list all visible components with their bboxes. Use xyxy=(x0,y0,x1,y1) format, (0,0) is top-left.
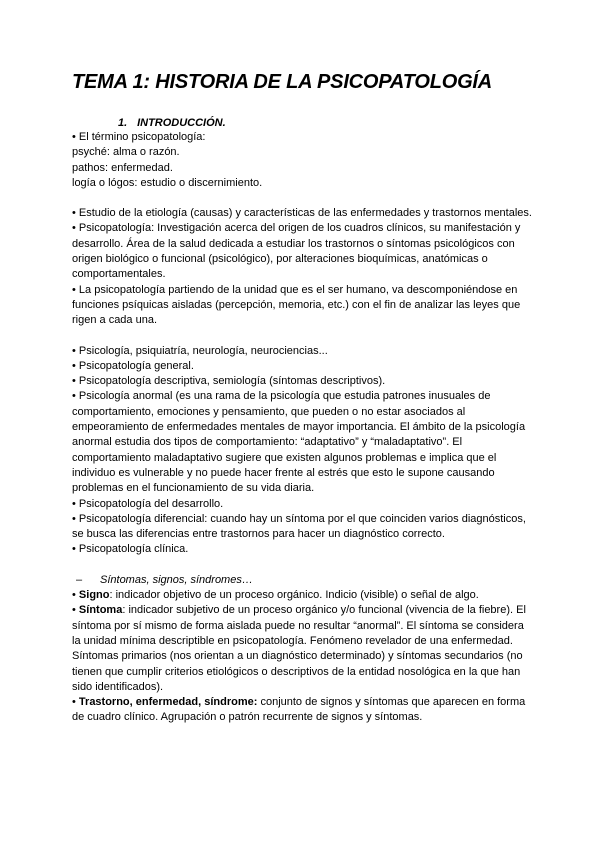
paragraph: • La psicopatología partiendo de la unidad que es el ser humano, va descomponiéndose en funciones psíquicas aisladas (percepción, memoria, etc.) con el fin de analizar las leyes que rigen a cada una. xyxy=(72,283,521,327)
subsection-label: Síntomas, signos, síndromes… xyxy=(100,573,253,586)
paragraph: pathos: enfermedad. xyxy=(72,161,173,174)
paragraph: • Psicopatología del desarrollo. xyxy=(72,497,224,510)
definition-text: : indicador objetivo de un proceso orgánico. Indicio (visible) o señal de algo. xyxy=(109,589,479,602)
paragraph: • Psicopatología diferencial: cuando hay un síntoma por el que coinciden varios diagnósticos, se busca las diferencias entre trastornos para hacer un diagnóstico correcto. xyxy=(72,512,526,541)
bullet: • xyxy=(72,589,79,602)
definition-item xyxy=(72,695,532,726)
definition-item xyxy=(72,603,532,695)
paragraph: • Psicopatología general. xyxy=(72,359,194,372)
definitions-list xyxy=(72,588,532,726)
document-page xyxy=(72,70,532,726)
branches-block xyxy=(72,344,532,558)
section-label: INTRODUCCIÓN. xyxy=(137,117,226,129)
paragraph: • Psicopatología descriptiva, semiología (síntomas descriptivos). xyxy=(72,375,386,388)
definition-item xyxy=(72,588,532,603)
paragraph: • Psicopatología: Investigación acerca del origen de los cuadros clínicos, su manifestación y desarrollo. Área de la salud dedicada a estudiar los trastornos o síntomas psicológicos con origen biológico o funcional (psicológico), por alteraciones bioquímicas, anatómicas o comportamentales. xyxy=(72,222,521,281)
paragraph: • El término psicopatología: xyxy=(72,131,206,143)
definition-text: conjunto de signos y síntomas que aparecen en forma de cuadro clínico. Agrupación o patrón recurrente de signos y síntomas. xyxy=(72,696,526,724)
spacer xyxy=(72,191,532,206)
definition-term: Trastorno, enfermedad, síndrome: xyxy=(78,696,258,709)
document-title: TEMA 1: HISTORIA DE LA PSICOPATOLOGÍA xyxy=(72,71,493,93)
section-number: 1. xyxy=(118,117,128,129)
paragraph: logía o lógos: estudio o discernimiento. xyxy=(72,176,263,189)
spacer xyxy=(72,329,532,344)
definition-block xyxy=(72,206,532,328)
section-heading xyxy=(118,116,532,130)
spacer xyxy=(72,558,532,573)
bullet: • xyxy=(72,604,79,617)
paragraph: psyché: alma o razón. xyxy=(72,146,180,159)
subsection-heading xyxy=(76,573,532,588)
bullet: • xyxy=(72,696,79,709)
definition-term: Síntoma xyxy=(78,604,123,617)
paragraph: • Psicología anormal (es una rama de la psicología que estudia patrones inusuales de comportamiento, emociones y pensamiento, que pueden o no estar asociados al empeoramiento de enfermedades mentales de mayor importancia. El ámbito de la psicología anormal estudia dos tipos de comportamiento: “adaptativo” y “maladaptativo”. El comportamiento maladaptativo sugiere que existen algunos problemas e implica que el individuo es vulnerable y no puede hacer frente al estrés que esto le supone causando problemas en el funcionamiento de su vida diaria. xyxy=(72,390,526,495)
paragraph: • Psicología, psiquiatría, neurología, neurociencias... xyxy=(72,344,328,357)
dash-marker: – xyxy=(76,573,83,586)
definition-term: Signo xyxy=(78,589,110,602)
definition-text: : indicador subjetivo de un proceso orgánico y/o funcional (vivencia de la fiebre). El síntoma por sí mismo de forma aislada puede no resultar “anormal”. El síntoma se considera la unidad mínima descriptible en psicopatología. Fenómeno revelador de una enfermedad. Síntomas primarios (nos orientan a un diagnóstico determinado) y síntomas secundarios (no tienen que cumplir criterios etiológicos o descriptivos de la entidad nosológica en la que han sido identificados). xyxy=(72,604,526,693)
paragraph: • Estudio de la etiología (causas) y características de las enfermedades y trastornos mentales. xyxy=(72,207,532,220)
paragraph: • Psicopatología clínica. xyxy=(72,543,189,556)
terminology-block xyxy=(72,130,532,191)
